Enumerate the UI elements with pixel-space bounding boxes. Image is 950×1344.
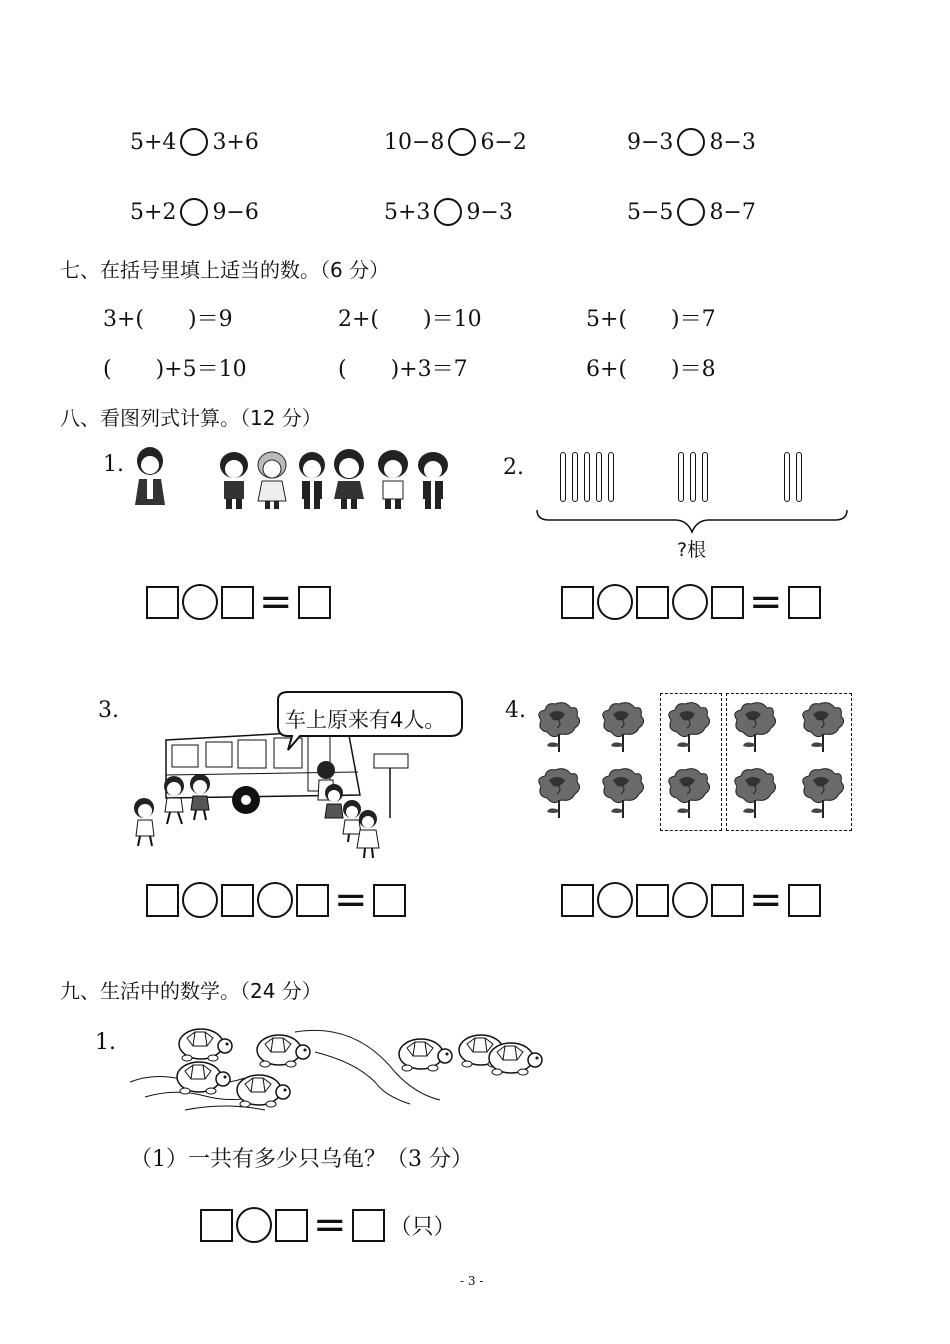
- person-icon: [135, 447, 165, 505]
- turtle-icon: [257, 1035, 310, 1067]
- stick: [608, 452, 614, 502]
- answer-box[interactable]: [298, 586, 331, 619]
- answer-box[interactable]: [221, 586, 254, 619]
- answer-box[interactable]: [352, 1209, 385, 1242]
- speech-bubble-text: 车上原来有4人。: [285, 708, 446, 732]
- child-icon: [325, 784, 343, 818]
- answer-template: [146, 877, 406, 923]
- turtle-icon: [399, 1039, 452, 1071]
- turtle-icon: [177, 1062, 230, 1094]
- page-number: - 3 -: [460, 1274, 484, 1288]
- flower-icon: [603, 703, 644, 752]
- turtle-icon: [237, 1075, 290, 1107]
- stick: [584, 452, 590, 502]
- answer-box[interactable]: [788, 884, 821, 917]
- operator-circle[interactable]: [672, 882, 708, 918]
- flower-icon: [735, 769, 776, 818]
- person-icon: [299, 452, 325, 509]
- fill-blank-item[interactable]: 5+( )＝7: [586, 307, 716, 332]
- answer-template: [200, 1202, 456, 1248]
- operator-circle[interactable]: [257, 882, 293, 918]
- person-icon: [220, 452, 248, 509]
- flower-icon: [603, 769, 644, 818]
- stick: [796, 452, 802, 502]
- child-icon: [164, 776, 184, 824]
- equals-sign: =: [334, 877, 368, 923]
- stick: [784, 452, 790, 502]
- flower-icon: [735, 703, 776, 752]
- fill-blank-item[interactable]: ( )+3＝7: [338, 357, 468, 382]
- equals-sign: =: [749, 877, 783, 923]
- compare-circle[interactable]: [677, 198, 705, 226]
- stick: [572, 452, 578, 502]
- answer-box[interactable]: [373, 884, 406, 917]
- answer-box[interactable]: [636, 884, 669, 917]
- child-icon: [357, 810, 379, 858]
- problem-number: 4.: [505, 698, 526, 723]
- operator-circle[interactable]: [182, 584, 218, 620]
- stick: [560, 452, 566, 502]
- answer-template: [146, 579, 331, 625]
- answer-box[interactable]: [788, 586, 821, 619]
- answer-box[interactable]: [146, 884, 179, 917]
- stick: [596, 452, 602, 502]
- operator-circle[interactable]: [672, 584, 708, 620]
- unit-label: （只）: [389, 1214, 456, 1240]
- sticks-illustration: [558, 452, 858, 512]
- answer-box[interactable]: [146, 586, 179, 619]
- compare-item: 5+2 9−6: [130, 199, 259, 225]
- answer-template: [561, 877, 821, 923]
- flower-icon: [669, 769, 710, 818]
- compare-circle[interactable]: [180, 198, 208, 226]
- compare-item: 5+4 3+6: [130, 129, 259, 155]
- child-icon: [343, 800, 361, 842]
- compare-circle[interactable]: [677, 128, 705, 156]
- child-icon: [134, 798, 154, 846]
- problem-number: 3.: [98, 698, 119, 723]
- answer-box[interactable]: [200, 1209, 233, 1242]
- question-text: （1）一共有多少只乌龟？（3 分）: [130, 1147, 473, 1172]
- compare-circle[interactable]: [434, 198, 462, 226]
- operator-circle[interactable]: [182, 882, 218, 918]
- child-icon: [190, 774, 210, 820]
- compare-item: 5−5 8−7: [627, 199, 756, 225]
- problem-number: 1.: [95, 1030, 116, 1055]
- answer-box[interactable]: [711, 884, 744, 917]
- section-9-title: 九、生活中的数学。（24 分）: [60, 979, 322, 1003]
- operator-circle[interactable]: [597, 584, 633, 620]
- turtles-illustration: [125, 1022, 555, 1122]
- fill-blank-item[interactable]: 6+( )＝8: [586, 357, 716, 382]
- flower-icon: [539, 703, 580, 752]
- answer-box[interactable]: [711, 586, 744, 619]
- stick: [690, 452, 696, 502]
- operator-circle[interactable]: [236, 1207, 272, 1243]
- turtle-icon: [179, 1029, 232, 1061]
- turtle-icon: [489, 1043, 542, 1075]
- flower-icon: [539, 769, 580, 818]
- children-illustration: [128, 445, 458, 510]
- flower-icon: [803, 769, 844, 818]
- compare-item: 10−8 6−2: [384, 129, 527, 155]
- fill-blank-item[interactable]: ( )+5＝10: [103, 357, 247, 382]
- compare-item: 9−3 8−3: [627, 129, 756, 155]
- person-icon: [334, 449, 364, 509]
- flowers-illustration: [535, 700, 855, 825]
- problem-number: 2.: [503, 455, 524, 480]
- flower-icon: [803, 703, 844, 752]
- fill-blank-item[interactable]: 3+( )＝9: [103, 307, 233, 332]
- answer-box[interactable]: [275, 1209, 308, 1242]
- person-icon: [378, 450, 408, 509]
- section-8-title: 八、看图列式计算。（12 分）: [60, 406, 322, 430]
- equals-sign: =: [749, 579, 783, 625]
- stick: [678, 452, 684, 502]
- person-icon: [258, 452, 286, 509]
- section-7-title: 七、在括号里填上适当的数。（6 分）: [60, 258, 390, 282]
- curly-brace: [535, 508, 850, 534]
- person-icon: [418, 452, 448, 509]
- flower-icon: [669, 703, 710, 752]
- answer-box[interactable]: [561, 884, 594, 917]
- problem-number: 1.: [103, 452, 124, 477]
- answer-box[interactable]: [221, 884, 254, 917]
- operator-circle[interactable]: [597, 882, 633, 918]
- compare-circle[interactable]: [448, 128, 476, 156]
- equals-sign: =: [313, 1202, 347, 1248]
- equals-sign: =: [259, 579, 293, 625]
- brace-label: ?根: [677, 539, 707, 561]
- answer-box[interactable]: [561, 586, 594, 619]
- stick: [702, 452, 708, 502]
- fill-blank-item[interactable]: 2+( )＝10: [338, 307, 482, 332]
- compare-circle[interactable]: [180, 128, 208, 156]
- answer-box[interactable]: [296, 884, 329, 917]
- compare-item: 5+3 9−3: [384, 199, 513, 225]
- answer-template: [561, 579, 821, 625]
- answer-box[interactable]: [636, 586, 669, 619]
